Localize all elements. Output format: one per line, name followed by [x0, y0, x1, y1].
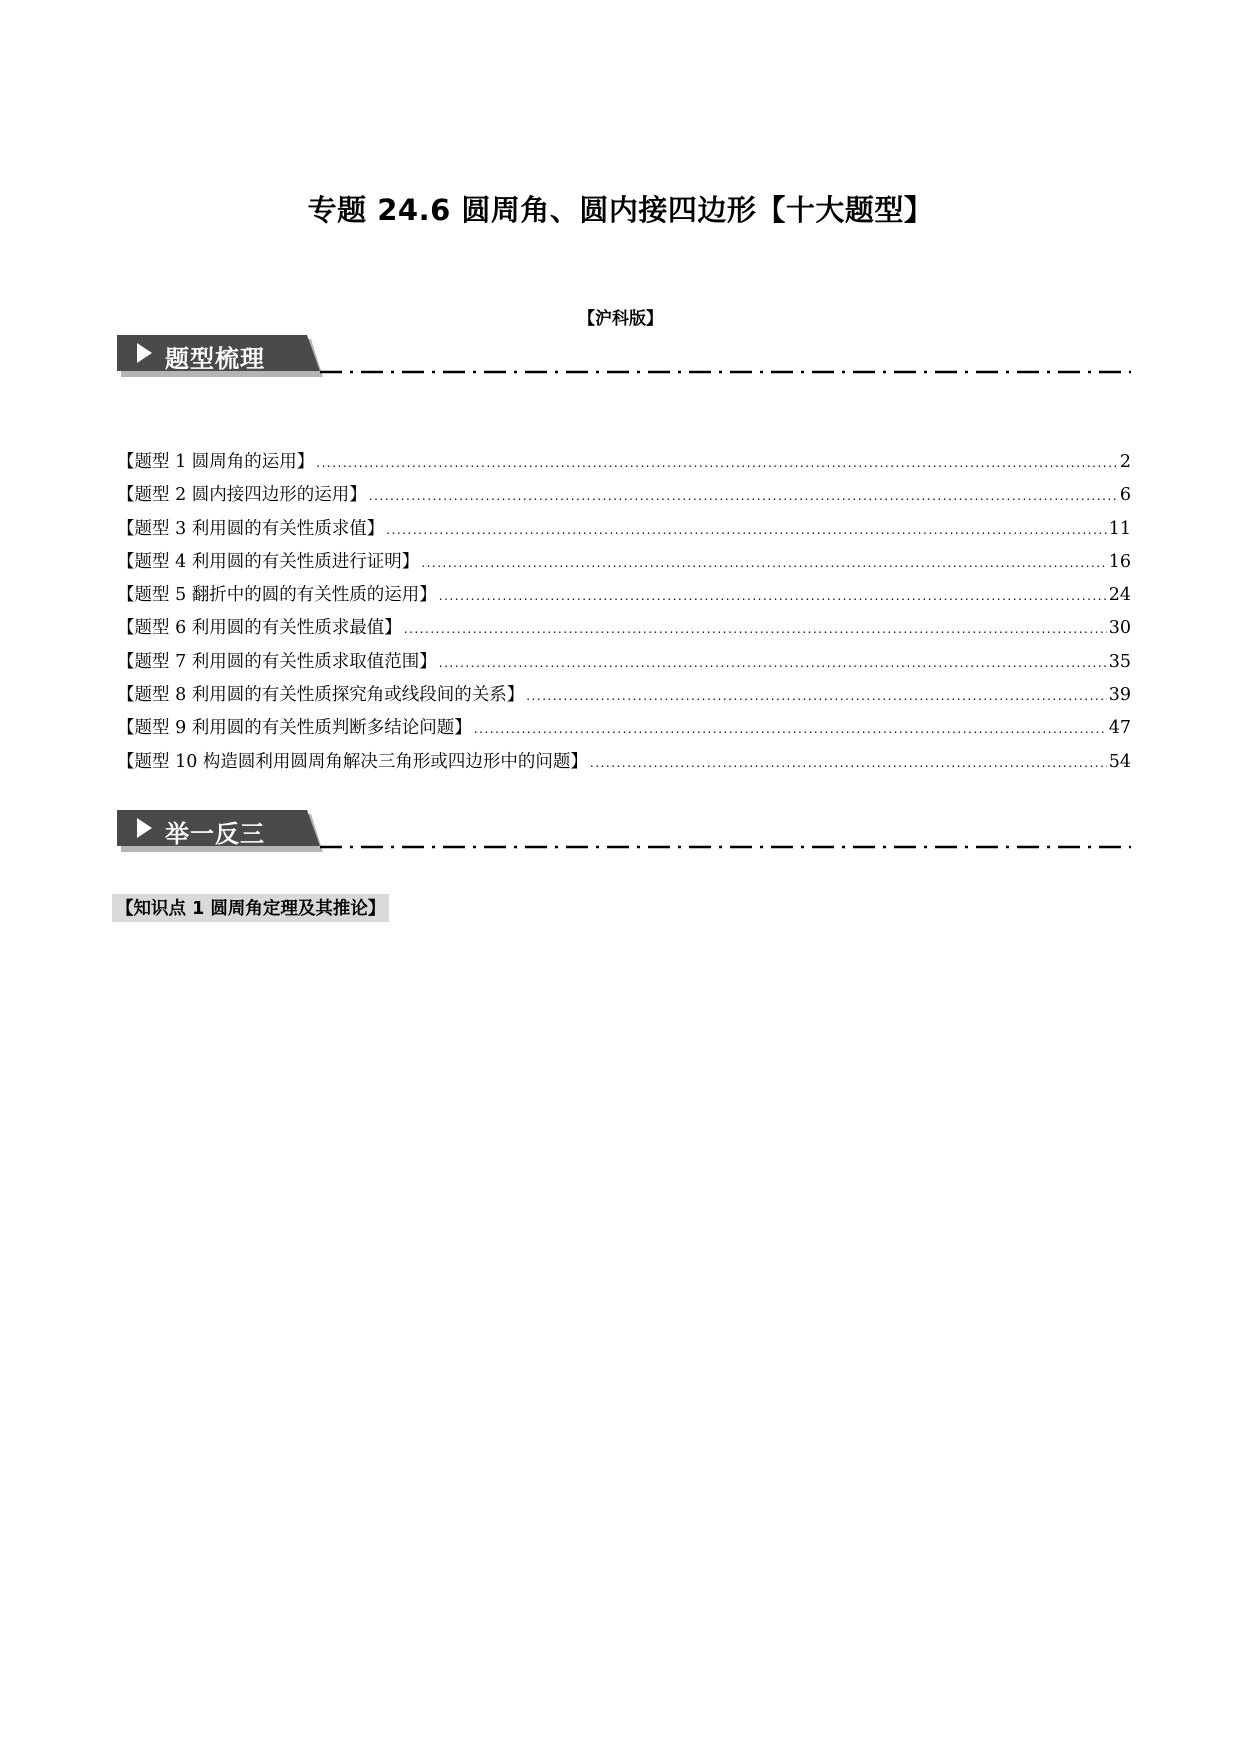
toc-page: 39: [1108, 685, 1131, 706]
section-banner-practice: [117, 808, 1131, 852]
toc-row[interactable]: [117, 581, 1131, 614]
banner-shape: [117, 808, 1131, 852]
toc-row[interactable]: [117, 748, 1131, 781]
toc-page: 11: [1108, 518, 1131, 539]
toc-leader: [439, 656, 1107, 670]
section-heading-toc: 题型梳理: [165, 345, 265, 373]
toc-leader: [590, 756, 1107, 770]
section-heading-practice: 举一反三: [165, 820, 265, 848]
toc-page: 30: [1108, 618, 1131, 639]
toc-leader: [474, 722, 1107, 736]
toc-leader: [404, 622, 1107, 636]
table-of-contents: [117, 448, 1131, 781]
toc-label: 【题型 1 圆周角的运用】: [117, 452, 315, 472]
toc-row[interactable]: [117, 481, 1131, 514]
edition-label: 【沪科版】: [578, 309, 663, 329]
toc-page: 35: [1108, 651, 1131, 672]
toc-row[interactable]: [117, 515, 1131, 548]
toc-label: 【题型 9 利用圆的有关性质判断多结论问题】: [117, 718, 472, 739]
toc-leader: [421, 556, 1106, 570]
toc-row[interactable]: [117, 448, 1131, 481]
toc-label: 【题型 8 利用圆的有关性质探究角或线段间的关系】: [117, 685, 525, 706]
knowledge-point-heading: 【知识点 1 圆周角定理及其推论】: [112, 894, 389, 922]
toc-row[interactable]: [117, 648, 1131, 681]
toc-page: 6: [1119, 485, 1131, 506]
toc-label: 【题型 7 利用圆的有关性质求取值范围】: [117, 651, 437, 672]
toc-row[interactable]: [117, 681, 1131, 714]
toc-leader: [526, 689, 1106, 703]
banner-shape: [117, 333, 1131, 377]
section-banner-toc: [117, 333, 1131, 377]
toc-label: 【题型 5 翻折中的圆的有关性质的运用】: [117, 585, 437, 606]
toc-page: 2: [1119, 452, 1131, 472]
toc-label: 【题型 2 圆内接四边形的运用】: [117, 485, 367, 506]
toc-row[interactable]: [117, 548, 1131, 581]
toc-leader: [316, 456, 1118, 470]
toc-label: 【题型 10 构造圆利用圆周角解决三角形或四边形中的问题】: [117, 751, 588, 772]
toc-row[interactable]: [117, 614, 1131, 647]
toc-label: 【题型 3 利用圆的有关性质求值】: [117, 518, 385, 539]
toc-page: 24: [1108, 585, 1131, 606]
toc-label: 【题型 6 利用圆的有关性质求最值】: [117, 618, 402, 639]
toc-leader: [386, 523, 1106, 537]
document-title: 专题 24.6 圆周角、圆内接四边形【十大题型】: [307, 193, 934, 227]
toc-page: 16: [1108, 551, 1131, 572]
toc-page: 54: [1108, 751, 1131, 772]
toc-row[interactable]: [117, 714, 1131, 747]
toc-page: 47: [1108, 718, 1131, 739]
toc-leader: [439, 589, 1107, 603]
toc-label: 【题型 4 利用圆的有关性质进行证明】: [117, 551, 420, 572]
toc-leader: [369, 489, 1118, 503]
